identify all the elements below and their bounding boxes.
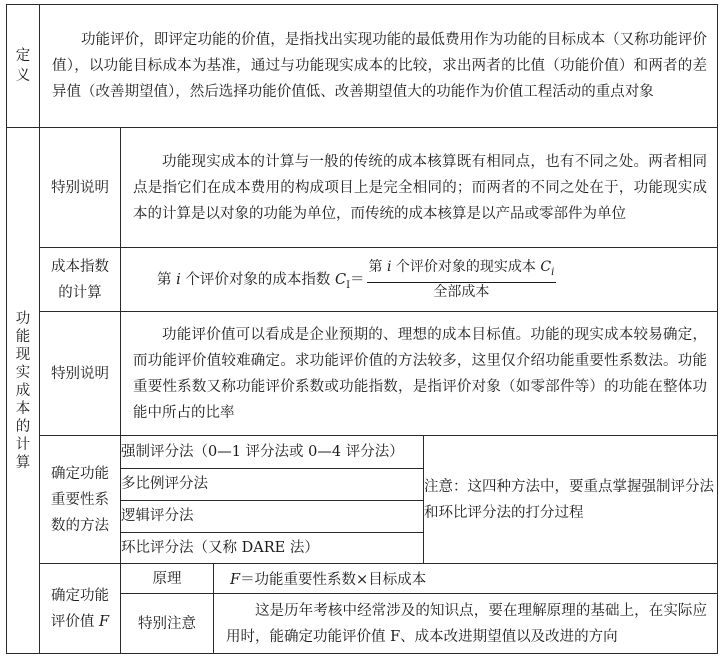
method-option: 多比例评分法 — [121, 468, 423, 500]
special-note-2-text: 功能评价值可以看成是企业预期的、理想的成本目标值。功能的现实成本较易确定，而功能评价值较难确定。求功能评价值的方法较多，这里仅介绍功能重要性系数法。功能重要性系数又称功能评价系数或功能指数，是指评价对象（如零部件等）的功能在整体功能中所占的比率 — [133, 326, 707, 421]
cost-index-label-2: 的计算 — [58, 284, 102, 301]
cost-index-label-cell — [40, 248, 121, 312]
methods-options-table — [121, 436, 423, 563]
formula-var-i: i — [176, 271, 181, 288]
principle-symbol-f: F — [230, 572, 241, 588]
section-label-text: 功能现实成本的计算 — [15, 310, 31, 471]
formula-equals: ＝ — [350, 271, 365, 288]
formula-numerator — [367, 258, 557, 283]
formula-fraction — [367, 258, 557, 301]
numerator-subscript: i — [551, 266, 555, 278]
value-f-label-2 — [40, 609, 120, 635]
cost-index-label-1: 成本指数 — [51, 258, 109, 275]
value-f-label-symbol: F — [99, 613, 110, 630]
value-f-label-2-text: 评价值 — [50, 613, 100, 630]
method-option: 逻辑评分法 — [121, 500, 423, 532]
methods-options-cell — [121, 436, 424, 564]
formula-symbol-c: C — [334, 271, 347, 288]
definition-label-cell — [7, 5, 40, 128]
method-option: 环比评分法（又称 DARE 法） — [121, 539, 319, 556]
definition-row — [7, 5, 718, 128]
numerator-prefix: 第 — [368, 259, 387, 276]
methods-label-1: 确定功能 — [51, 465, 109, 482]
formula-lhs-text: 个评价对象的成本指数 — [180, 271, 335, 288]
special-note-2-row — [7, 312, 718, 436]
numerator-symbol-c: C — [540, 259, 552, 276]
methods-label-3: 数的方法 — [51, 517, 109, 534]
methods-label-2: 重要性系 — [51, 491, 109, 508]
formula-lhs-prefix: 第 — [157, 271, 177, 288]
value-f-label-cell — [40, 564, 121, 654]
definition-text-cell — [40, 5, 718, 128]
special-note-2-label: 特别说明 — [40, 312, 121, 436]
cost-index-row — [7, 248, 718, 312]
section-label-cell — [7, 128, 40, 654]
content-table — [6, 4, 718, 654]
value-f-label-1: 确定功能 — [51, 587, 109, 604]
special-note-1-label: 特别说明 — [40, 128, 121, 248]
special-note-1-text: 功能现实成本的计算与一般的传统的成本核算既有相同点，也有不同之处。两者相同点是指它们在成本费用的构成项目上是完全相同的；而两者的不同之处在于，功能现实成本的计算是以对象的功能为单位，而传统的成本核算是以产品或零部件为单位 — [133, 153, 707, 222]
method-option: 强制评分法（0—1 评分法或 0—4 评分法） — [121, 436, 423, 468]
methods-row — [7, 436, 718, 564]
methods-label-cell — [40, 436, 121, 564]
attention-cell — [214, 594, 718, 654]
special-note-1-cell — [121, 128, 718, 248]
attention-text: 这是历年考核中经常涉及的知识点，要在理解原理的基础上，在实际应用时，能确定功能评价值 F、成本改进期望值以及改进的方向 — [226, 602, 707, 645]
special-note-1-row — [7, 128, 718, 248]
definition-text: 功能评价，即评定功能的价值，是指找出实现功能的最低费用作为功能的目标成本（又称功能评价值），以功能目标成本为基准，通过与功能现实成本的比较，求出两者的比值（功能价值）和两者的差异值（改善期望值），然后选择功能价值低、改善期望值大的功能作为价值工程活动的重点对象 — [52, 32, 707, 100]
numerator-var-i: i — [386, 259, 392, 276]
definition-label-text: 定义 — [15, 48, 31, 84]
principle-cell — [214, 564, 718, 594]
methods-note: 注意：这四种方法中，要重点掌握强制评分法和环比评分法的打分过程 — [424, 436, 718, 564]
value-f-principle-row — [7, 564, 718, 594]
cost-index-formula — [157, 259, 556, 300]
formula-subscript: I — [346, 279, 351, 291]
formula-denominator: 全部成本 — [433, 283, 490, 300]
principle-text: ＝功能重要性系数×目标成本 — [240, 572, 427, 588]
definition-label — [7, 46, 39, 86]
numerator-text: 个评价对象的现实成本 — [391, 259, 541, 276]
cost-index-formula-cell — [121, 248, 718, 312]
attention-label: 特别注意 — [121, 594, 214, 654]
special-note-2-cell — [121, 312, 718, 436]
section-label — [7, 310, 39, 472]
principle-label: 原理 — [121, 564, 214, 594]
